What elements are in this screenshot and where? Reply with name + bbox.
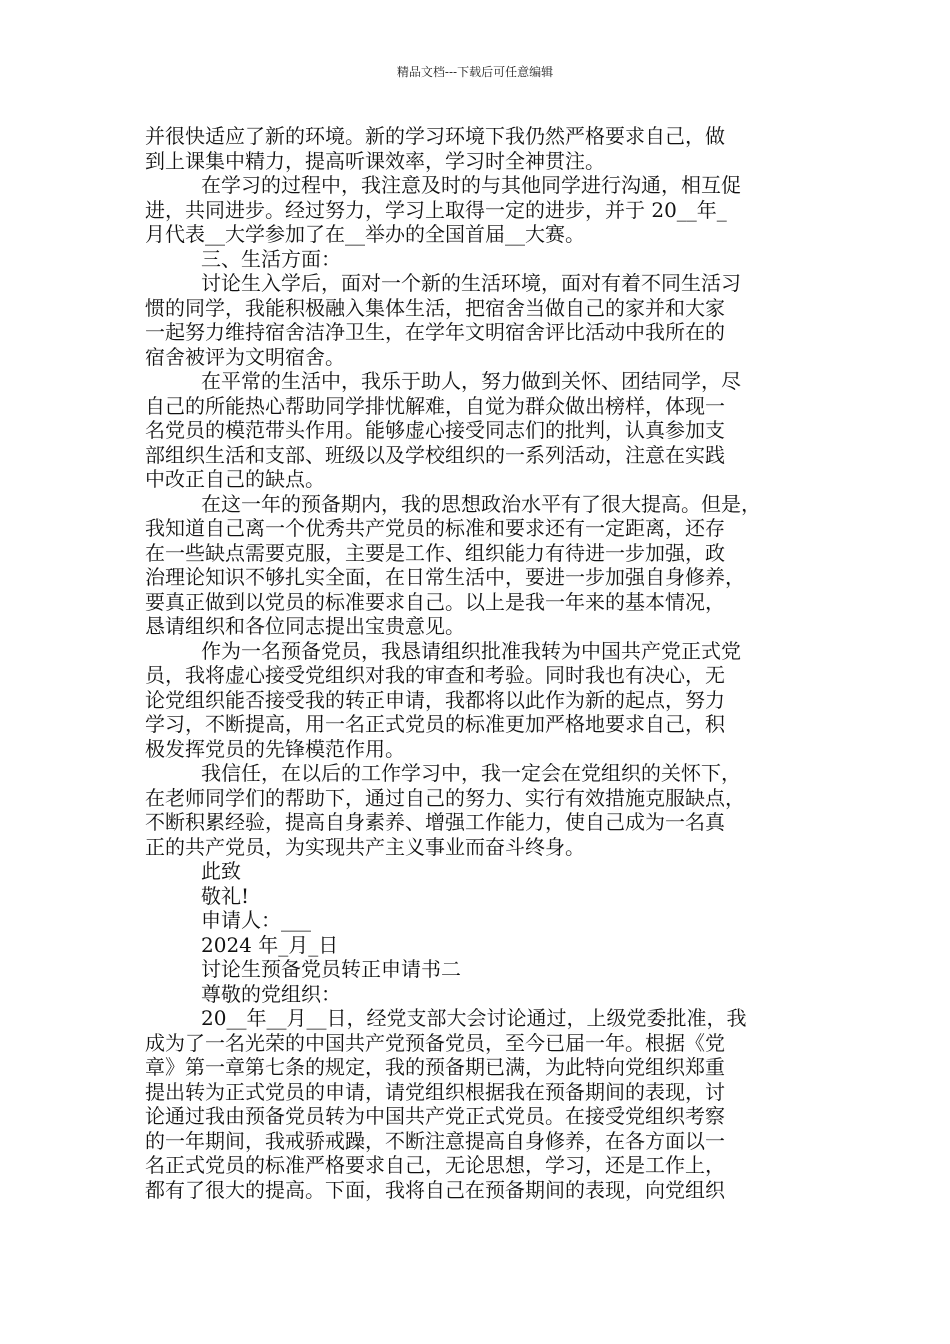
text-line: 要真正做到以党员的标准要求自己。以上是我一年来的基本情况， bbox=[145, 589, 725, 614]
text-line: 2024 年_月_日 bbox=[201, 932, 339, 957]
text-line: 到上课集中精力，提高听课效率，学习时全神贯注。 bbox=[145, 148, 605, 173]
text-line: 员，我将虚心接受党组织对我的审查和考验。同时我也有决心，无 bbox=[145, 663, 725, 687]
text-line: 学习，不断提高，用一名正式党员的标准更加严格地要求自己，积 bbox=[145, 712, 725, 736]
text-line: 作为一名预备党员，我恳请组织批准我转为中国共产党正式党 bbox=[201, 638, 741, 663]
text-line: 成为了一名光荣的中国共产党预备党员，至今已届一年。根据《党 bbox=[145, 1030, 725, 1055]
text-line: 宿舍被评为文明宿舍。 bbox=[145, 344, 345, 369]
text-line: 一起努力维持宿舍洁净卫生，在学年文明宿舍评比活动中我所在的 bbox=[145, 320, 725, 344]
text-line: 在一些缺点需要克服，主要是工作、组织能力有待进一步加强，政 bbox=[145, 540, 725, 565]
text-line: 章》第一章第七条的规定，我的预备期已满，为此特向党组织郑重 bbox=[145, 1055, 725, 1079]
text-line: 我知道自己离一个优秀共产党员的标准和要求还有一定距离，还存 bbox=[145, 516, 725, 540]
text-line: 在老师同学们的帮助下，通过自己的努力、实行有效措施克服缺点， bbox=[145, 785, 745, 810]
text-line: 并很快适应了新的环境。新的学习环境下我仍然严格要求自己，做 bbox=[145, 124, 725, 148]
text-line: 提出转为正式党员的申请，请党组织根据我在预备期间的表现，讨 bbox=[145, 1079, 725, 1104]
page-header: 精品文档---下载后可任意编辑 bbox=[396, 65, 554, 79]
text-line: 都有了很大的提高。下面，我将自己在预备期间的表现，向党组织 bbox=[145, 1177, 725, 1202]
text-line: 月代表__大学参加了在__举办的全国首届__大赛。 bbox=[145, 222, 585, 246]
text-line: 名正式党员的标准严格要求自己，无论思想，学习，还是工作上， bbox=[145, 1153, 725, 1177]
text-line: 的一年期间，我戒骄戒躁，不断注意提高自身修养，在各方面以一 bbox=[145, 1128, 725, 1153]
text-line: 部组织生活和支部、班级以及学校组织的一系列活动，注意在实践 bbox=[145, 442, 725, 467]
text-line: 申请人：___ bbox=[201, 908, 311, 932]
text-line: 论党组织能否接受我的转正申请，我都将以此作为新的起点，努力 bbox=[145, 687, 725, 712]
text-line: 我信任，在以后的工作学习中，我一定会在党组织的关怀下， bbox=[201, 761, 741, 785]
text-line: 进，共同进步。经过努力，学习上取得一定的进步，并于 20__年_ bbox=[145, 197, 727, 222]
text-line: 在平常的生活中，我乐于助人，努力做到关怀、团结同学，尽 bbox=[201, 369, 741, 393]
text-line: 在学习的过程中，我注意及时的与其他同学进行沟通，相互促 bbox=[201, 173, 741, 197]
text-line: 极发挥党员的先锋模范作用。 bbox=[145, 736, 405, 761]
text-line: 自己的所能热心帮助同学排忧解难，自觉为群众做出榜样，体现一 bbox=[145, 393, 725, 418]
text-line: 论通过我由预备党员转为中国共产党正式党员。在接受党组织考察 bbox=[145, 1104, 725, 1128]
text-line: 名党员的模范带头作用。能够虚心接受同志们的批判，认真参加支 bbox=[145, 418, 725, 442]
text-line: 尊敬的党组织： bbox=[201, 981, 341, 1006]
document-body bbox=[145, 124, 810, 1202]
text-line: 惯的同学，我能积极融入集体生活，把宿舍当做自己的家并和大家 bbox=[145, 295, 725, 320]
text-line: 中改正自己的缺点。 bbox=[145, 467, 325, 491]
text-line: 敬礼! bbox=[201, 883, 250, 908]
text-line: 讨论生预备党员转正申请书二 bbox=[201, 957, 461, 981]
text-line: 在这一年的预备期内，我的思想政治水平有了很大提高。但是， bbox=[201, 491, 761, 516]
text-line: 不断积累经验，提高自身素养、增强工作能力，使自己成为一名真 bbox=[145, 810, 725, 834]
text-line: 三、生活方面： bbox=[201, 246, 341, 271]
text-line: 20__年__月__日，经党支部大会讨论通过，上级党委批准，我 bbox=[201, 1006, 747, 1030]
text-line: 恳请组织和各位同志提出宝贵意见。 bbox=[145, 614, 465, 638]
text-line: 治理论知识不够扎实全面，在日常生活中，要进一步加强自身修养， bbox=[145, 565, 745, 589]
text-line: 讨论生入学后，面对一个新的生活环境，面对有着不同生活习 bbox=[201, 271, 741, 295]
text-line: 正的共产党员，为实现共产主义事业而奋斗终身。 bbox=[145, 834, 585, 859]
text-line: 此致 bbox=[201, 859, 241, 883]
